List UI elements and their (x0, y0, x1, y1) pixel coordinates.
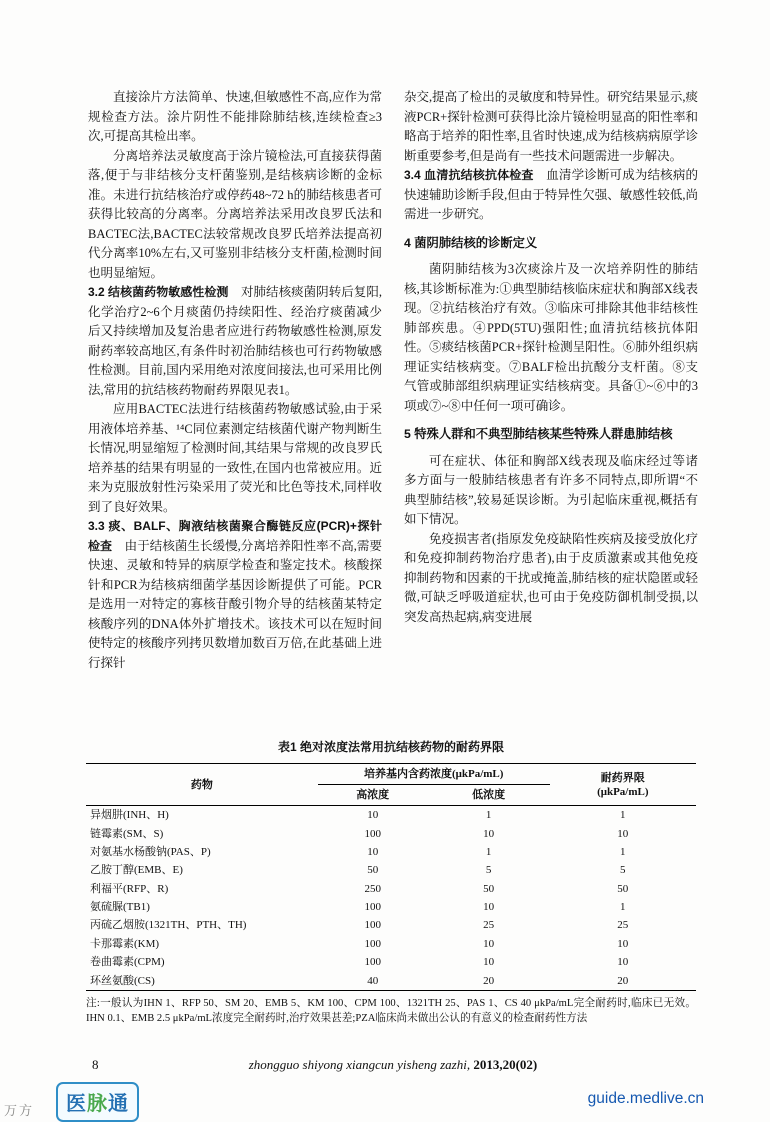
table-row (86, 880, 696, 898)
value-cell: 100 (364, 956, 381, 969)
drug-name-cell: 对氨基水杨酸钠(PAS、P) (90, 845, 211, 858)
value-cell: 25 (483, 919, 495, 932)
table-footnote: 注:一般认为IHN 1、RFP 50、SM 20、EMB 5、KM 100、CPM 100、1321TH 25、PAS 1、CS 40 μkPa/mL完全耐药时,临床已无效。IHN 0.1、EMB 2.5 μkPa/mL浓度完全耐药时,治疗效果甚差;PZA临床尚未做出公认的有意义的检查耐药性方法 (86, 997, 696, 1024)
value-cell: 1 (485, 845, 492, 858)
col-header-limit (550, 764, 696, 806)
medlive-logo-char3: 通 (108, 1093, 129, 1115)
paragraph: 3.3 痰、BALF、胸液结核菌聚合酶链反应(PCR)+探针检查 由于结核菌生长缓慢,分离培养阳性率不高,需要快速、灵敏和特异的病原学检查和鉴定技术。核酸探针和PCR为结核病细菌学基因诊断提供了可能。PCR是选用一对特定的寡核苷酸引物介导的结核菌某特定核酸序列的DNA体外扩增技术。该技术可以在短时间使特定的核酸序列拷贝数增加数百万倍,在此基础上进行探针 (88, 519, 382, 670)
drug-name-cell: 利福平(RFP、R) (90, 882, 169, 895)
table-row (86, 953, 696, 971)
journal-name: zhongguo shiyong xiangcun yisheng zazhi, (248, 1057, 471, 1072)
drug-name-cell: 卡那霉素(KM) (90, 937, 160, 950)
left-column (88, 88, 382, 673)
value-cell: 50 (483, 882, 495, 895)
journal-issue: 2013,20(02) (473, 1057, 538, 1072)
medlive-logo (56, 1082, 139, 1122)
table-row (86, 806, 696, 825)
paragraph: 菌阴肺结核为3次痰涂片及一次培养阴性的肺结核,其诊断标准为:①典型肺结核临床症状和胸部X线表现。②抗结核治疗有效。③临床可排除其他非结核性肺部疾患。④PPD(5TU)强阳性;血清抗结核抗体阳性。⑤痰结核菌PCR+探针检测呈阳性。⑥肺外组织病理证实结核病变。⑦BALF检出抗酸分支杆菌。⑧支气管或肺部组织病理证实结核病变。具备①~⑥中的3项或⑦~⑧中任何一项可确诊。 (404, 262, 698, 413)
article-body (88, 88, 698, 673)
medlive-logo-char1: 医 (66, 1093, 87, 1115)
value-cell: 1 (620, 901, 626, 914)
journal-line (90, 1057, 696, 1073)
value-cell: 50 (367, 864, 379, 877)
table-section (86, 738, 696, 1026)
value-cell: 1 (620, 809, 626, 822)
paragraph: 免疫损害者(指原发免疫缺陷性疾病及接受放化疗和免疫抑制药物治疗患者),由于皮质激素或其他免疫抑制药物和因素的干扰或掩盖,肺结核的症状隐匿或轻微,可缺乏呼吸道症状,也可由于免疫防御机制受损,以突发高热起病,病变进展 (404, 531, 698, 624)
value-cell: 25 (617, 919, 629, 932)
drug-name-cell: 丙硫乙烟胺(1321TH、PTH、TH) (90, 919, 247, 932)
table-row (86, 898, 696, 916)
paragraph: 3.4 血清抗结核抗体检查 血清学诊断可成为结核病的快速辅助诊断手段,但由于特异性欠强、敏感性较低,尚需进一步研究。 (404, 168, 698, 221)
drug-name-cell: 乙胺丁醇(EMB、E) (90, 864, 183, 877)
table-row (86, 824, 696, 842)
value-cell: 10 (617, 956, 629, 969)
col-header-drug: 药物 (190, 778, 213, 791)
right-column (404, 88, 698, 673)
section-label: 3.2 结核菌药物敏感性检测 (88, 285, 229, 299)
table-row (86, 916, 696, 934)
value-cell: 100 (364, 827, 381, 840)
paragraph: 3.2 结核菌药物敏感性检测 对肺结核痰菌阴转后复阳,化学治疗2~6个月痰菌仍持续阳性、经治疗痰菌减少后又持续增加及复治患者应进行药物敏感性检测,原发耐药率较高地区,有条件时初治肺结核也可行药物敏感性检测。目前,国内采用绝对浓度间接法,也可采用比例法,常用的抗结核药物耐药界限见表1。 (88, 285, 382, 397)
value-cell: 100 (364, 919, 381, 932)
value-cell: 10 (483, 937, 495, 950)
value-cell: 10 (617, 937, 629, 950)
medlive-guide-link[interactable]: guide.medlive.cn (587, 1090, 704, 1107)
value-cell: 5 (620, 864, 626, 877)
section-heading: 4 菌阴肺结核的诊断定义 (404, 235, 538, 250)
table-row (86, 843, 696, 861)
value-cell: 1 (485, 809, 492, 822)
page-footer (90, 1057, 696, 1073)
value-cell: 10 (367, 809, 379, 822)
value-cell: 250 (364, 882, 381, 895)
value-cell: 20 (617, 974, 629, 987)
drug-name-cell: 链霉素(SM、S) (90, 827, 164, 840)
col-header-high: 高浓度 (356, 789, 390, 801)
wanfang-watermark: 万方 (4, 1103, 35, 1118)
paragraph: 分离培养法灵敏度高于涂片镜检法,可直接获得菌落,便于与非结核分支杆菌鉴别,是结核病诊断的金标准。未进行抗结核治疗或停药48~72 h的肺结核患者可获得比较高的分离率。分离培养法采用改良罗氏法和BACTEC法,BACTEC法较常规改良罗氏培养法提高初代分离率10%左右,又可鉴别非结核分支杆菌,检测时间也明显缩短。 (88, 148, 382, 280)
table-header (86, 764, 696, 806)
value-cell: 10 (367, 845, 379, 858)
col-header-low: 低浓度 (472, 789, 506, 801)
drug-name-cell: 氨硫脲(TB1) (90, 901, 150, 914)
value-cell: 5 (485, 864, 492, 877)
value-cell: 50 (617, 882, 629, 895)
value-cell: 20 (483, 974, 495, 987)
medlive-logo-char2: 脉 (87, 1093, 108, 1115)
paragraph: 杂交,提高了检出的灵敏度和特异性。研究结果显示,痰液PCR+探针检测可获得比涂片镜检明显高的阳性率和略高于培养的阳性率,且省时快速,成为结核病病原学诊断重要参考,但是尚有一些技术问题需进一步解决。 (404, 90, 698, 163)
value-cell: 100 (364, 901, 381, 914)
page-number: 8 (92, 1057, 99, 1072)
drug-name-cell: 卷曲霉素(CPM) (90, 956, 165, 969)
value-cell: 10 (483, 901, 495, 914)
section-label: 3.3 痰、BALF、胸液结核菌聚合酶链反应(PCR)+探针检查 (88, 519, 382, 553)
drug-name-cell: 环丝氨酸(CS) (90, 974, 155, 987)
value-cell: 1 (620, 845, 626, 858)
paragraph: 可在症状、体征和胸部X线表现及临床经过等诸多方面与一般肺结核患者有许多不同特点,即所谓“不典型肺结核”,较易延误诊断。为引起临床重视,概括有如下情况。 (404, 453, 698, 526)
section-heading: 5 特殊人群和不典型肺结核某些特殊人群患肺结核 (404, 427, 673, 441)
table-row (86, 971, 696, 990)
paragraph: 直接涂片方法简单、快速,但敏感性不高,应作为常规检查方法。涂片阴性不能排除肺结核,连续检查≥3次,可提高其检出率。 (88, 90, 382, 143)
paragraph: 应用BACTEC法进行结核菌药物敏感试验,由于采用液体培养基、¹⁴C同位素测定结核菌代谢产物判断生长情况,明显缩短了检测时间,其结果与常规的改良罗氏培养基的结果有明显的一致性,在国内也常被应用。近来为克服放射性污染采用了荧光和比色等技术,同样收到了良好效果。 (88, 402, 382, 514)
value-cell: 10 (483, 956, 495, 969)
section-label: 3.4 血清抗结核抗体检查 (404, 168, 534, 182)
drug-name-cell: 异烟肼(INH、H) (90, 809, 169, 822)
table-title: 表1 绝对浓度法常用抗结核药物的耐药界限 (277, 740, 504, 754)
col-header-medium-group: 培养基内含药浓度(μkPa/mL) (318, 764, 550, 785)
table-row (86, 935, 696, 953)
value-cell: 100 (364, 937, 381, 950)
table-row (86, 861, 696, 879)
value-cell: 10 (483, 827, 495, 840)
value-cell: 40 (367, 974, 379, 987)
col-header-limit-line2: (μkPa/mL) (597, 785, 649, 798)
resistance-table (86, 763, 696, 991)
col-header-limit-line1: 耐药界限 (600, 771, 645, 784)
value-cell: 10 (617, 827, 629, 840)
